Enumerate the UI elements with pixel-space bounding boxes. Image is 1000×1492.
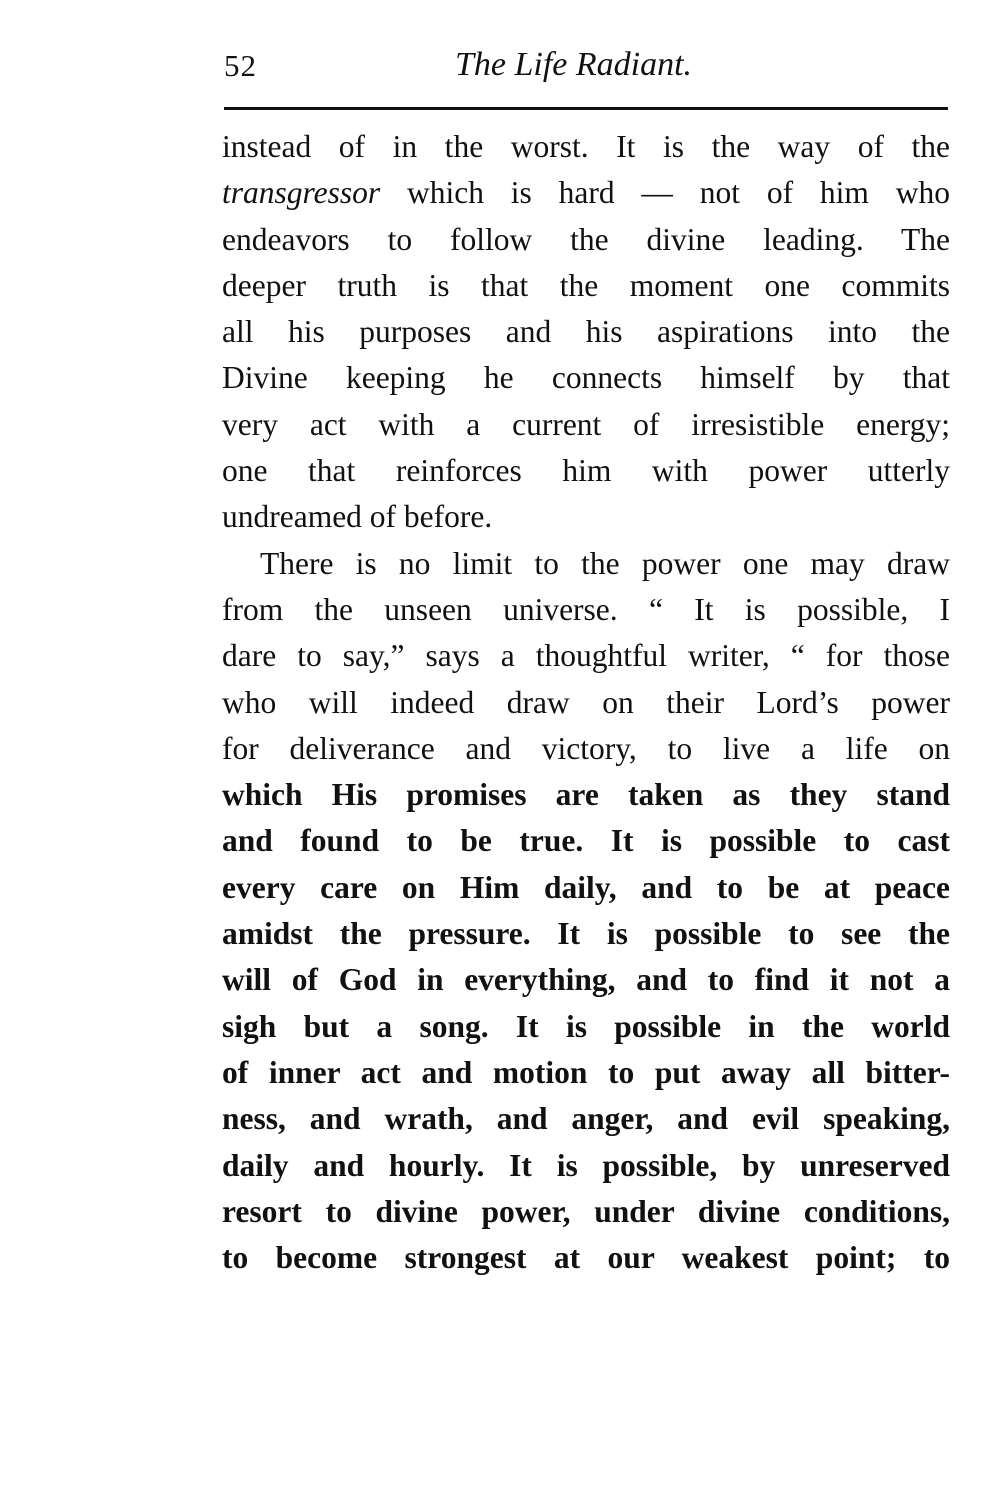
text-line: very act with a current of irresistible energy;	[222, 406, 950, 442]
text-line: from the unseen universe. “ It is possible, I	[222, 591, 950, 627]
text-line: deeper truth is that the moment one commits	[222, 267, 950, 303]
text-line: all his purposes and his aspirations into the	[222, 314, 950, 350]
text-line: one that reinforces him with power utterly	[222, 453, 950, 489]
text-line: for deliverance and victory, to live a life on	[222, 730, 950, 766]
paragraph-1	[222, 124, 950, 541]
header-rule	[224, 107, 948, 110]
text-line: dare to say,” says a thoughtful writer, “ for those	[222, 638, 950, 674]
text-line: every care on Him daily, and to be at peace	[222, 869, 950, 905]
text-line: instead of in the worst. It is the way of the	[222, 129, 950, 164]
text-line: sigh but a song. It is possible in the world	[222, 1008, 950, 1044]
text-line: daily and hourly. It is possible, by unreserved	[222, 1147, 950, 1183]
paragraph-2	[222, 541, 950, 1282]
running-title: The Life Radiant.	[455, 46, 693, 83]
text-span: which is hard — not of him who	[380, 175, 950, 211]
text-line: amidst the pressure. It is possible to see the	[222, 916, 950, 952]
text-line: which His promises are taken as they stand	[222, 777, 950, 813]
text-line: ness, and wrath, and anger, and evil speaking,	[222, 1101, 950, 1137]
text-line: of inner act and motion to put away all bitter-	[222, 1054, 950, 1090]
text-line: endeavors to follow the divine leading. The	[222, 221, 950, 257]
text-line: who will indeed draw on their Lord’s power	[222, 684, 950, 720]
body-text	[222, 124, 950, 1281]
italic-word: transgressor	[222, 175, 381, 211]
page-header	[222, 40, 950, 96]
text-line: to become strongest at our weakest point; to	[222, 1240, 950, 1276]
text-line: will of God in everything, and to find it not a	[222, 962, 950, 998]
text-line	[222, 170, 950, 216]
book-page	[222, 40, 950, 1276]
page-number: 52	[224, 48, 257, 83]
text-line: undreamed of before.	[222, 499, 493, 535]
text-line: Divine keeping he connects himself by that	[222, 360, 950, 396]
text-line: and found to be true. It is possible to cast	[222, 823, 950, 859]
text-line: resort to divine power, under divine conditions,	[222, 1193, 950, 1229]
text-line: There is no limit to the power one may draw	[260, 545, 950, 581]
